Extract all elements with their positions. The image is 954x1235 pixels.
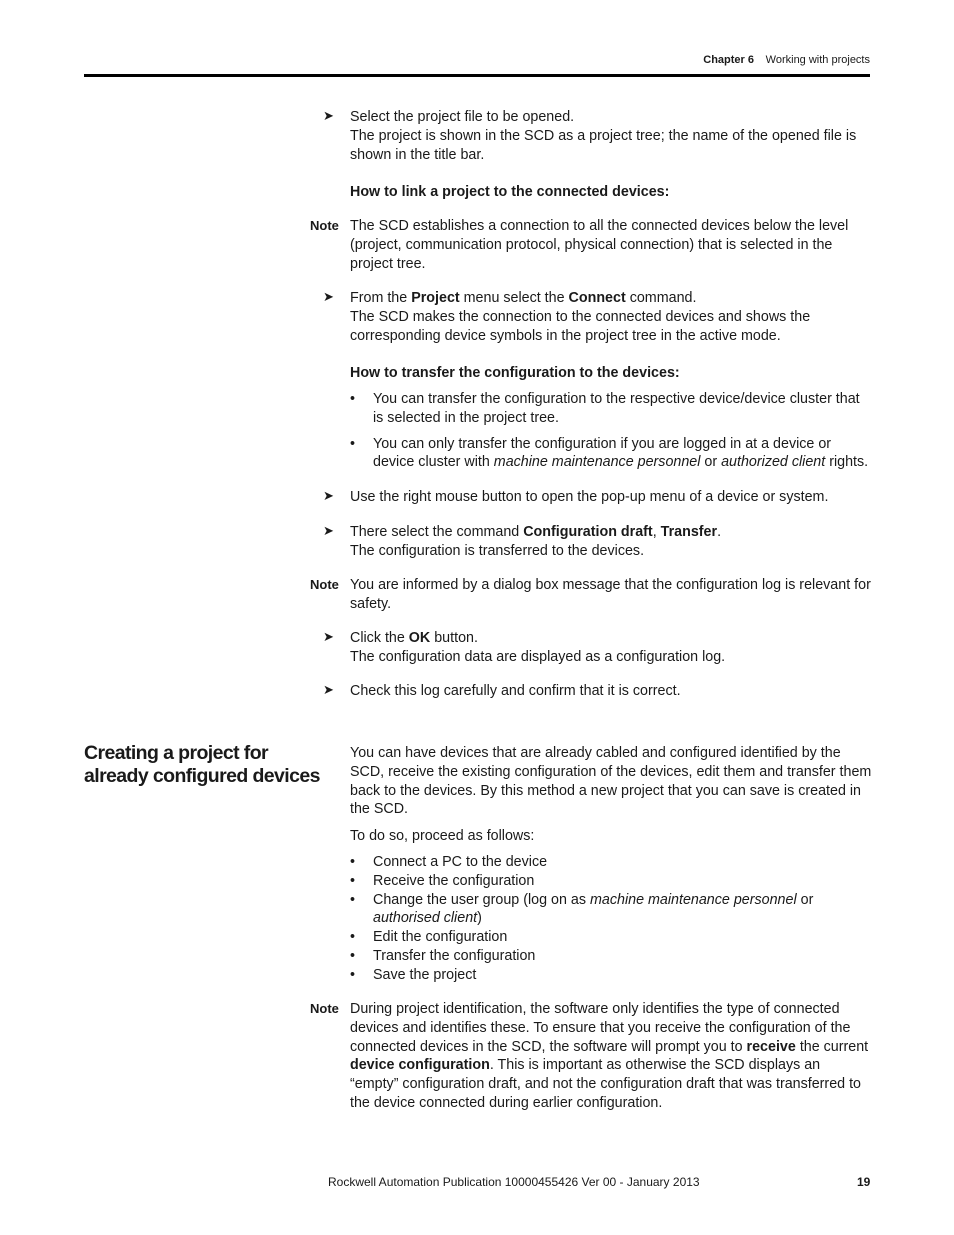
text-run: . This is important as otherwise the SCD displays an “empty” configuration draft, and not the configuration draft that was transferred to the device connected during earlier configuration. bbox=[350, 1057, 861, 1111]
transfer-bullet-list bbox=[350, 390, 872, 472]
arrowhead-bullet-icon: ➤ bbox=[323, 290, 334, 305]
note-connection: The SCD establishes a connection to all the connected devices below the level (project, communication protocol, physical connection) that is selected in the project tree. bbox=[350, 218, 849, 272]
procedure-bullet-list bbox=[350, 853, 872, 985]
role-name: machine maintenance personnel bbox=[493, 454, 701, 471]
section-title: Creating a project for already configured devices bbox=[84, 742, 320, 787]
arrowhead-bullet-icon: ➤ bbox=[323, 630, 334, 645]
header-rule bbox=[84, 74, 870, 77]
list-item-text: Connect a PC to the device bbox=[373, 854, 548, 870]
list-item bbox=[350, 891, 872, 929]
role-name: authorized client bbox=[721, 454, 826, 471]
list-item-text: Save the project bbox=[373, 966, 477, 983]
section-intro: You can have devices that are already cabled and configured identified by the SCD, receive the existing configuration of the devices, edit them and transfer them back to the devices. By this method a new project that you can save is created in the SCD. bbox=[350, 745, 872, 818]
subheading-transfer-config: How to transfer the configuration to the devices: bbox=[350, 365, 680, 381]
step-result: The project is shown in the SCD as a project tree; the name of the opened file is shown in the title bar. bbox=[350, 127, 857, 163]
text-run: Change the user group (log on as bbox=[373, 891, 590, 908]
text-run: command. bbox=[625, 290, 697, 306]
text-run: the current bbox=[795, 1038, 869, 1055]
step-connect bbox=[350, 289, 872, 345]
text-run: You can only transfer the configuration if you are logged in at a device or device cluster with bbox=[373, 435, 832, 471]
list-item-text: Receive the configuration bbox=[373, 872, 535, 889]
step-transfer-command bbox=[350, 523, 872, 561]
step-click-ok bbox=[350, 629, 872, 667]
step-check-log: Check this log carefully and confirm that it is correct. bbox=[350, 683, 681, 699]
list-item bbox=[350, 947, 872, 966]
text-run: ) bbox=[477, 910, 482, 927]
text-run: or bbox=[796, 891, 814, 908]
step-text: Select the project file to be opened. bbox=[350, 109, 575, 125]
note-label: Note bbox=[310, 577, 339, 592]
list-item bbox=[350, 853, 872, 872]
text-run: During project identification, the software only identifies the type of connected devices and identifies these. To ensure that you receive the configuration of the connected devices in the SCD, the software will prompt you to bbox=[350, 1001, 851, 1055]
header-chapter: Chapter 6 bbox=[703, 54, 754, 66]
arrowhead-bullet-icon: ➤ bbox=[323, 524, 334, 539]
step-select-file bbox=[350, 108, 872, 164]
text-run: or bbox=[700, 454, 722, 471]
arrowhead-bullet-icon: ➤ bbox=[323, 683, 334, 698]
role-name: machine maintenance personnel bbox=[589, 891, 797, 908]
arrowhead-bullet-icon: ➤ bbox=[323, 489, 334, 504]
list-item bbox=[350, 390, 872, 428]
arrowhead-bullet-icon: ➤ bbox=[323, 109, 334, 124]
header-chapter-title: Working with projects bbox=[765, 54, 870, 66]
emphasis-receive: receive bbox=[746, 1038, 796, 1055]
subheading-link-project: How to link a project to the connected devices: bbox=[350, 184, 670, 200]
text-run: There select the command bbox=[350, 524, 524, 540]
list-item-text: Edit the configuration bbox=[373, 929, 508, 946]
list-item bbox=[350, 928, 872, 947]
button-name-ok: OK bbox=[408, 630, 431, 646]
menu-name-project: Project bbox=[411, 290, 460, 306]
list-item-text: Transfer the configuration bbox=[373, 947, 536, 964]
step-right-click: Use the right mouse button to open the pop-up menu of a device or system. bbox=[350, 489, 829, 505]
text-run: rights. bbox=[825, 454, 869, 471]
text-run: Click the bbox=[350, 630, 409, 646]
section-proceed: To do so, proceed as follows: bbox=[350, 828, 535, 844]
note-project-identification bbox=[350, 1000, 872, 1113]
list-item-text: You can transfer the configuration to the respective device/device cluster that is selected in the project tree. bbox=[373, 391, 860, 426]
text-run: button. bbox=[430, 630, 478, 646]
emphasis-device-configuration: device configuration bbox=[350, 1057, 490, 1074]
text-run: menu select the bbox=[459, 290, 569, 306]
step-result: The configuration is transferred to the devices. bbox=[350, 542, 645, 559]
note-label: Note bbox=[310, 218, 339, 233]
text-run: From the bbox=[350, 290, 412, 306]
footer-publication: Rockwell Automation Publication 10000455426 Ver 00 - January 2013 bbox=[328, 1175, 700, 1189]
text-run: . bbox=[717, 524, 722, 540]
note-label: Note bbox=[310, 1001, 339, 1016]
command-name-transfer: Transfer bbox=[660, 524, 718, 540]
role-name: authorised client bbox=[373, 910, 478, 927]
list-item bbox=[350, 872, 872, 891]
command-name-connect: Connect bbox=[568, 290, 626, 306]
command-name-configuration-draft: Configuration draft bbox=[523, 524, 653, 540]
list-item bbox=[350, 435, 872, 473]
note-dialog-message: You are informed by a dialog box message that the configuration log is relevant for safety. bbox=[350, 577, 871, 612]
step-result: The SCD makes the connection to the connected devices and shows the corresponding device symbols in the project tree in the active mode. bbox=[350, 308, 811, 344]
page-number: 19 bbox=[857, 1175, 871, 1189]
list-item bbox=[350, 966, 872, 985]
step-result: The configuration data are displayed as a configuration log. bbox=[350, 648, 726, 665]
text-run: , bbox=[652, 524, 661, 540]
